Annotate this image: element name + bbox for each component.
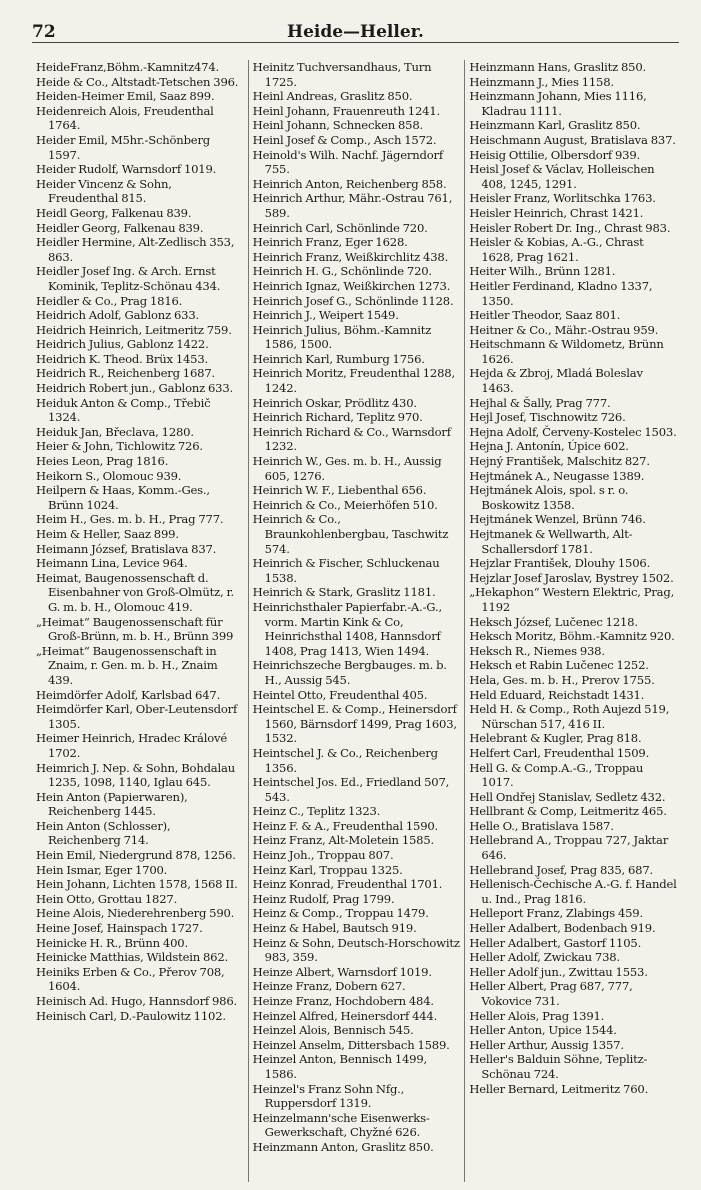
directory-entry: Heidenreich Alois, Freudenthal 1764. [36,103,214,133]
directory-entry: Heider Emil, M5hr.-Schönberg 1597. [36,132,211,162]
directory-entry: Heischmann August, Bratislava 837. [469,132,676,147]
directory-entry: Heinrich & Stark, Graslitz 1181. [252,585,436,600]
directory-entry: Heinrich & Co., Meierhöfen 510. [252,497,438,512]
directory-entry: Heinrich Franz, Eger 1628. [252,235,408,250]
directory-entry: Heller Arthur, Aussig 1357. [469,1037,624,1052]
directory-entry: Heinz Franz, Alt-Moletein 1585. [252,833,435,848]
directory-entry: Hell Ondřej Stanislav, Sedletz 432. [469,789,666,804]
directory-entry: Heisler Robert Dr. Ing., Chrast 983. [469,220,671,235]
directory-entry: Hela, Ges. m. b. H., Prerov 1755. [469,672,655,687]
directory-entry: Held H. & Comp., Roth Aujezd 519, Nürschan 517, 416 II. [469,702,670,731]
directory-entry: Heinz C., Teplitz 1323. [252,804,381,819]
directory-entry: Heidl Georg, Falkenau 839. [36,205,192,220]
directory-entry: Heinrich W. F., Liebenthal 656. [252,483,427,498]
directory-entry: Heksch Moritz, Böhm.-Kamnitz 920. [469,629,675,644]
directory-entry: Heinrich Carl, Schönlinde 720. [252,220,428,235]
directory-entry: Heimat, Baugenossenschaft d. Eisenbahner von Groß-Olmütz, r. G. m. b. H., Olomouc 419. [36,570,234,614]
directory-entry: Heiden-Heimer Emil, Saaz 899. [36,89,215,104]
directory-entry: Heidler Hermine, Alt-Zedlisch 353, 863. [36,235,235,264]
directory-entry: Hein Johann, Lichten 1578, 1568 II. [36,877,238,892]
directory-entry: Heinrich & Co., Braunkohlenbergbau, Taschwitz 574. [252,512,449,556]
directory-entry: „Heimat“ Baugenossenschaft in Znaim, r. Gen. m. b. H., Znaim 439. [36,643,218,687]
directory-entry: Hein Ismar, Eger 1700. [36,862,168,877]
directory-entry: Heintel Otto, Freudenthal 405. [252,687,428,702]
directory-entry: Heine Alois, Niederehrenberg 590. [36,906,235,921]
directory-entry: Helfert Carl, Freudenthal 1509. [469,745,650,760]
directory-entry: Hein Anton (Papierwaren), Reichenberg 1445. [36,789,188,819]
directory-entry: Hejzlar Josef Jaroslav, Bystrey 1502. [469,570,674,585]
directory-entry: Heidrich Julius, Gablonz 1422. [36,337,209,352]
directory-entry: Helleport Franz, Zlabings 459. [469,906,643,921]
directory-entry: Hein Anton (Schlosser), Reichenberg 714. [36,818,171,848]
directory-entry: Heinrichsthaler Papierfabr.-A.-G., vorm. Martin Kink & Co, Heinrichsthal 1408, Hannsdorf 1408, Prag 1413, Wien 1494. [252,599,442,658]
directory-entry: Hejna J. Antonín, Úpice 602. [469,439,629,454]
directory-entry: Heide & Co., Altstadt-Tetschen 396. [36,74,239,89]
directory-entry: Heinl Andreas, Graslitz 850. [252,89,413,104]
directory-column-middle [248,60,465,1182]
directory-entry: Heinzmann Anton, Graslitz 850. [252,1139,434,1154]
directory-entry: Heinzmann Johann, Mies 1116, Kladrau 1111. [469,89,647,118]
directory-column-left [32,60,248,1182]
directory-entry: Hejzlar František, Dlouhy 1506. [469,556,651,571]
directory-entry: Hejda & Zbroj, Mladá Boleslav 1463. [469,366,643,396]
directory-entry: Hejtmánek Alois, spol. s r. o. Boskowitz 1358. [469,483,629,512]
directory-entry: Heinrich Ignaz, Weißkirchen 1273. [252,278,451,293]
directory-entry: Heinrich J., Weipert 1549. [252,308,399,323]
directory-entry: Heinzmann Karl, Graslitz 850. [469,118,641,133]
directory-entry: Heinz & Habel, Bautsch 919. [252,921,417,936]
directory-entry: Heidrich Heinrich, Leitmeritz 759. [36,322,232,337]
directory-entry: Heilpern & Haas, Komm.-Ges., Brünn 1024. [36,483,210,512]
directory-entry: Helle O., Bratislava 1587. [469,818,614,833]
directory-entry: Heinrich Moritz, Freudenthal 1288, 1242. [252,366,455,396]
directory-entry: Heksch R., Niemes 938. [469,643,605,658]
directory-entry: Heinrich W., Ges. m. b. H., Aussig 605, 1276. [252,454,442,483]
directory-entry: Heinrich Anton, Reichenberg 858. [252,176,447,191]
directory-entry: Heinicke H. R., Brünn 400. [36,935,188,950]
directory-entry: Heinrich Karl, Rumburg 1756. [252,351,425,366]
directory-entry: Heller Adolf, Zwickau 738. [469,950,620,965]
directory-entry: Heidrich R., Reichenberg 1687. [36,366,215,381]
directory-entry: Heksch József, Lučenec 1218. [469,614,638,629]
directory-entry: Heider Vincenz & Sohn, Freudenthal 815. [36,176,172,206]
directory-entry: Heinzel Anton, Bennisch 1499, 1586. [252,1052,428,1081]
directory-entry: Heinl Johann, Frauenreuth 1241. [252,103,440,118]
directory-entry: Heinzel Alfred, Heinersdorf 444. [252,1008,438,1023]
directory-entry: Heinitz Tuchversandhaus, Turn 1725. [252,60,432,89]
directory-entry: Hejhal & Šally, Prag 777. [469,395,611,410]
directory-entry: Heikorn S., Olomouc 939. [36,468,182,483]
directory-entry: Hellebrand Josef, Prag 835, 687. [469,862,654,877]
running-header [32,14,679,43]
directory-entry: Heiniks Erben & Co., Přerov 708, 1604. [36,964,225,994]
directory-entry: Heinrich Arthur, Mähr.-Ostrau 761, 589. [252,191,453,220]
page-number: 72 [32,22,56,42]
directory-entry: Heinrich Josef G., Schönlinde 1128. [252,293,454,308]
directory-entry: Heintschel J. & Co., Reichenberg 1356. [252,745,438,775]
directory-entry: Heinze Albert, Warnsdorf 1019. [252,964,432,979]
directory-entry: Heisig Ottilie, Olbersdorf 939. [469,147,640,162]
directory-entry: HeideFranz,Böhm.-Kamnitz474. [36,60,220,74]
directory-entry: Heidler Josef Ing. & Arch. Ernst Kominik, Teplitz-Schönau 434. [36,264,221,293]
directory-entry: Hejtmánek Wenzel, Brünn 746. [469,512,646,527]
directory-entry: Heintschel E. & Comp., Heinersdorf 1560, Bärnsdorf 1499, Prag 1603, 1532. [252,702,457,746]
directory-entry: Hein Emil, Niedergrund 878, 1256. [36,848,236,863]
directory-entry: Heitler Ferdinand, Kladno 1337, 1350. [469,278,653,308]
directory-entry: Hellebrand A., Troppau 727, Jaktar 646. [469,833,669,863]
directory-entry: Heidrich Robert jun., Gablonz 633. [36,381,234,396]
directory-entry: Heimann József, Bratislava 837. [36,541,217,556]
directory-entry: Heller Albert, Prag 687, 777, Vokovice 731. [469,979,633,1008]
directory-entry: Heisl Josef & Václav, Holleischen 408, 1245, 1291. [469,162,655,191]
directory-entry: Heinze Franz, Dobern 627. [252,979,406,994]
directory-entry: Heimann Lina, Levice 964. [36,556,188,571]
directory-entry: Heinold's Wilh. Nachf. Jägerndorf 755. [252,147,443,177]
directory-column-right [464,60,681,1182]
directory-entry: Hejtmanek & Wellwarth, Alt-Schallersdorf 1781. [469,527,633,556]
directory-entry: Heller's Balduin Söhne, Teplitz-Schönau 724. [469,1052,648,1081]
directory-entry: Held Eduard, Reichstadt 1431. [469,687,645,702]
directory-entry: Hejný František, Malschitz 827. [469,454,650,469]
directory-entry: Heitner & Co., Mähr.-Ostrau 959. [469,322,659,337]
directory-entry: Heller Adolf jun., Zwittau 1553. [469,964,648,979]
directory-entry: Heim H., Ges. m. b. H., Prag 777. [36,512,224,527]
directory-entry: Heinz & Comp., Troppau 1479. [252,906,429,921]
directory-entry: Heidler & Co., Prag 1816. [36,293,183,308]
directory-entry: Heidrich K. Theod. Brüx 1453. [36,351,209,366]
directory-entry: Heinzel Alois, Bennisch 545. [252,1023,414,1038]
directory-entry: Heisler & Kobias, A.-G., Chrast 1628, Prag 1621. [469,235,644,264]
directory-entry: Heier & John, Tichlowitz 726. [36,439,203,454]
directory-entry: Heller Adalbert, Gastorf 1105. [469,935,642,950]
directory-entry: Heine Josef, Hainspach 1727. [36,921,203,936]
directory-entry: Heisler Franz, Worlitschka 1763. [469,191,656,206]
directory-entry: Heller Alois, Prag 1391. [469,1008,605,1023]
directory-entry: Heinisch Ad. Hugo, Hannsdorf 986. [36,994,238,1008]
directory-entry: Heinrich & Fischer, Schluckenau 1538. [252,556,440,585]
directory-entry: Heinicke Matthias, Wildstein 862. [36,950,229,965]
directory-entry: Heinisch Carl, D.-Paulowitz 1102. [36,1008,226,1023]
directory-entry: Heinz Konrad, Freudenthal 1701. [252,877,443,892]
directory-columns [32,60,681,1182]
directory-entry: Heinrich Richard, Teplitz 970. [252,410,423,425]
directory-entry: Heintschel Jos. Ed., Friedland 507, 543. [252,775,450,804]
directory-entry: Hell G. & Comp.A.-G., Troppau 1017. [469,760,644,790]
directory-entry: Heiduk Jan, Břeclava, 1280. [36,424,194,439]
directory-entry: Heimrich J. Nep. & Sohn, Bohdalau 1235, 1098, 1140, Iglau 645. [36,760,236,790]
directory-entry: Heitler Theodor, Saaz 801. [469,308,621,323]
directory-entry: Hejtmánek A., Neugasse 1389. [469,468,645,483]
running-title: Heide—Heller. [287,22,424,42]
directory-entry: Heinrich Julius, Böhm.-Kamnitz 1586, 1500. [252,322,432,352]
directory-entry: Heinz & Sohn, Deutsch-Horschowitz 983, 359. [252,935,460,965]
directory-entry: Hejna Adolf, Červeny-Kostelec 1503. [469,424,677,439]
directory-entry: Heinzel Anselm, Dittersbach 1589. [252,1037,450,1052]
directory-entry: Heiduk Anton & Comp., Třebič 1324. [36,395,211,425]
directory-entry: Heidrich Adolf, Gablonz 633. [36,308,199,323]
directory-entry: Hellbrant & Comp, Leitmeritz 465. [469,804,667,819]
directory-entry: Heimdörfer Karl, Ober-Leutensdorf 1305. [36,702,238,731]
directory-entry: Heinz Joh., Troppau 807. [252,848,394,863]
directory-entry: Heisler Heinrich, Chrast 1421. [469,205,644,220]
directory-entry: Heller Anton, Upice 1544. [469,1023,617,1038]
directory-entry: Heinrich H. G., Schönlinde 720. [252,264,432,279]
directory-entry: Heinz Karl, Troppau 1325. [252,862,403,877]
directory-entry: Heinrich Richard & Co., Warnsdorf 1232. [252,424,451,454]
directory-entry: Hellenisch-Čechische A.-G. f. Handel u. Ind., Prag 1816. [469,877,677,906]
directory-entry: „Hekaphon“ Western Elektric, Prag, 1192 [469,585,675,614]
directory-entry: Heksch et Rabin Lučenec 1252. [469,658,649,673]
directory-entry: Heinz Rudolf, Prag 1799. [252,891,395,906]
directory-entry: Heimer Heinrich, Hradec Králové 1702. [36,731,228,760]
directory-entry: Hejl Josef, Tischnowitz 726. [469,410,626,425]
directory-entry: Heller Bernard, Leitmeritz 760. [469,1081,649,1096]
directory-entry: Heider Rudolf, Warnsdorf 1019. [36,162,217,177]
directory-entry: Heinzel's Franz Sohn Nfg., Ruppersdorf 1319. [252,1081,405,1111]
directory-entry: Heidler Georg, Falkenau 839. [36,220,204,235]
directory-entry: Heiter Wilh., Brünn 1281. [469,264,616,279]
directory-entry: Helebrant & Kugler, Prag 818. [469,731,642,746]
directory-entry: Heinrich Oskar, Prödlitz 430. [252,395,417,410]
directory-entry: Heinz F. & A., Freudenthal 1590. [252,818,439,833]
directory-entry: Heinl Josef & Comp., Asch 1572. [252,132,437,147]
directory-entry: Heinrich Franz, Weißkirchlitz 438. [252,249,449,264]
directory-entry: Heimdörfer Adolf, Karlsbad 647. [36,687,221,702]
directory-entry: Heies Leon, Prag 1816. [36,454,169,469]
directory-entry: „Heimat“ Baugenossenschaft für Groß-Brünn, m. b. H., Brünn 399 [36,614,234,644]
directory-entry: Heller Adalbert, Bodenbach 919. [469,921,656,936]
directory-entry: Heinzmann J., Mies 1158. [469,74,614,89]
directory-entry: Heinrichszeche Bergbauges. m. b. H., Aussig 545. [252,658,447,687]
directory-entry: Heinzmann Hans, Graslitz 850. [469,60,646,74]
directory-entry: Heinl Johann, Schnecken 858. [252,118,423,133]
directory-entry: Heitschmann & Wildometz, Brünn 1626. [469,337,664,366]
directory-entry: Hein Otto, Grottau 1827. [36,891,178,906]
directory-entry: Heinze Franz, Hochdobern 484. [252,994,434,1008]
directory-entry: Heim & Heller, Saaz 899. [36,527,179,541]
directory-entry: Heinzelmann'sche Eisenwerks-Gewerkschaft, Chyžné 626. [252,1110,430,1140]
